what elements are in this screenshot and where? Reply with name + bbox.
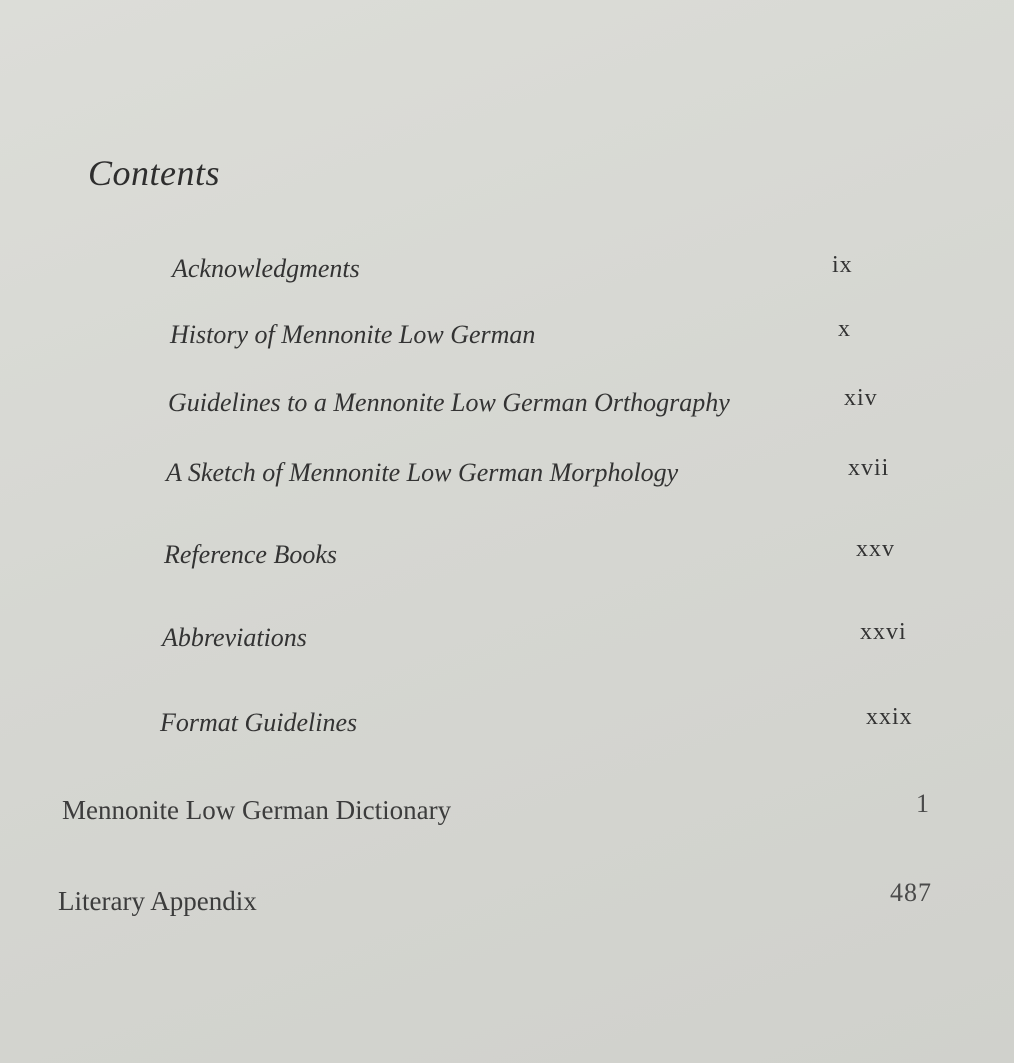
toc-entry-dictionary-page: 1 (916, 789, 930, 818)
toc-entry-acknowledgments-page: ix (832, 252, 853, 278)
toc-entry-morphology-title: A Sketch of Mennonite Low German Morphology (166, 458, 679, 487)
toc-entry-literary-appendix-title: Literary Appendix (58, 886, 257, 916)
toc-entry-abbreviations-page: xxvi (860, 619, 907, 645)
toc-entry-abbreviations-title: Abbreviations (162, 623, 307, 652)
toc-entry-format-guidelines-page: xxix (866, 704, 913, 730)
toc-entry-reference-books-title: Reference Books (164, 540, 337, 569)
contents-heading: Contents (88, 153, 221, 193)
toc-entry-format-guidelines-title: Format Guidelines (160, 708, 358, 737)
toc-entry-history-page: x (838, 316, 851, 342)
toc-entry-dictionary-title: Mennonite Low German Dictionary (62, 795, 452, 825)
toc-entry-history-title: History of Mennonite Low German (170, 320, 536, 349)
toc-entry-acknowledgments-title: Acknowledgments (172, 254, 360, 283)
toc-entry-morphology-page: xvii (848, 455, 890, 481)
toc-entry-orthography-title: Guidelines to a Mennonite Low German Orthography (168, 388, 730, 417)
toc-entry-literary-appendix-page: 487 (890, 878, 932, 907)
toc-entry-reference-books-page: xxv (856, 536, 895, 562)
toc-entry-orthography-page: xiv (844, 385, 878, 411)
